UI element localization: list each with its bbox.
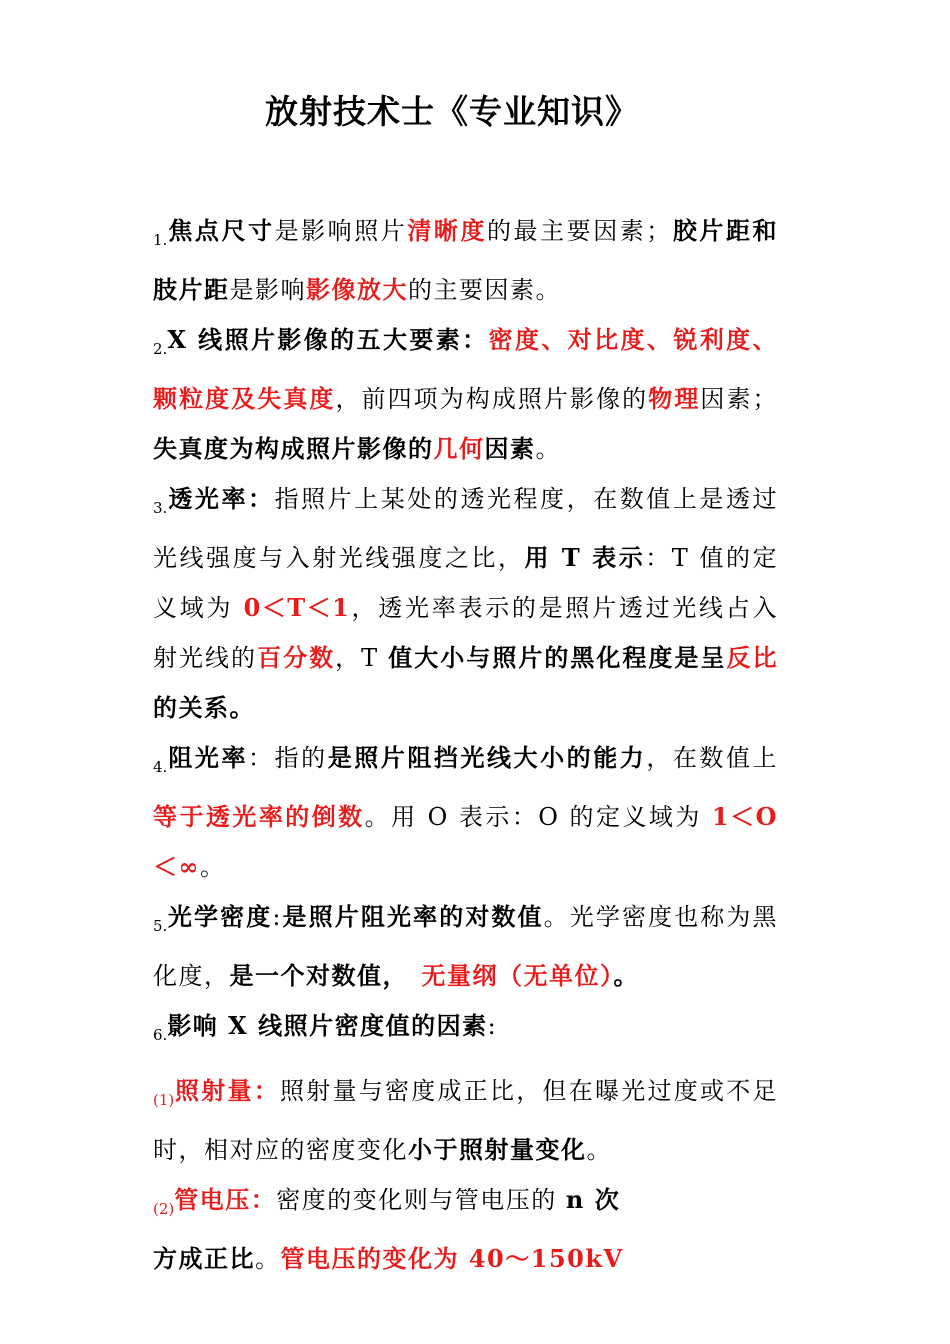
body-text: 是影响照片	[274, 217, 408, 245]
paragraph-5	[153, 892, 778, 1001]
body-text: 的主要因素。	[408, 276, 561, 304]
highlighted-text: 1＜O＜∞	[153, 802, 779, 881]
paragraph-number: 4.	[153, 758, 168, 776]
highlighted-text: 0＜T＜1	[243, 593, 351, 622]
body-text: :	[487, 1012, 498, 1040]
paragraph-number: 3.	[153, 499, 168, 517]
body-text	[396, 962, 422, 990]
body-text: ，T	[335, 644, 389, 672]
body-text: 。	[535, 435, 561, 463]
bold-text: 失真度为构成照片影像的	[153, 434, 434, 463]
highlighted-text: 管电压的变化为 40～150kV	[280, 1244, 624, 1273]
body-text: 。光学密度也称为黑化度，	[153, 903, 779, 990]
document-body	[153, 206, 778, 1284]
bold-text: X 线照片影像的五大要素：	[167, 325, 489, 354]
body-text: 。用 O 表示：O 的定义域为	[364, 803, 712, 831]
body-text: 。	[586, 1136, 612, 1164]
body-text: 指照片上某处的透光程度，在数值上是透过光线强度与入射光线强度之比，	[153, 485, 779, 572]
body-text: 。	[255, 1245, 281, 1273]
bold-text: 影响 X 线照片密度值的因素	[167, 1011, 488, 1040]
bold-text: 透光率：	[167, 484, 275, 513]
highlighted-text: 物理	[648, 384, 701, 413]
paragraph-number: 5.	[153, 917, 168, 935]
highlighted-text: 照射量：	[174, 1076, 280, 1105]
bold-text: 是照片阻挡光线大小的能力	[327, 743, 647, 772]
paragraph-number: (1)	[153, 1091, 175, 1109]
bold-text: 值大小与照片的黑化程度是呈	[388, 643, 727, 672]
body-text: ：指的	[248, 744, 328, 772]
highlighted-text: 密度、对比度、锐利度、颗粒度及失真度	[153, 325, 779, 413]
paragraph-1	[153, 206, 778, 315]
bold-text: 方成正比	[153, 1244, 255, 1273]
bold-text: 小于照射量变化	[408, 1135, 587, 1164]
body-text: 的最主要因素；	[487, 217, 672, 245]
bold-text: 焦点尺寸	[167, 216, 275, 245]
body-text: 。	[200, 853, 226, 881]
paragraph-2	[153, 315, 778, 474]
bold-text: 。	[613, 961, 639, 990]
paragraph-number: 1.	[153, 231, 168, 249]
body-text: :	[272, 903, 282, 931]
body-text: 是影响	[229, 276, 306, 304]
highlighted-text: 影像放大	[306, 275, 408, 304]
body-text: ，前四项为构成照片影像的	[335, 385, 649, 413]
bold-text: 因素	[484, 434, 536, 463]
bold-text: 阻光率	[167, 743, 249, 772]
paragraph-number: (2)	[153, 1200, 175, 1218]
body-text: 照射量与密度成正比，但在曝光过度或不足时，相对应的密度变化	[153, 1077, 778, 1164]
paragraph-7	[153, 1066, 778, 1175]
paragraph-4	[153, 733, 778, 892]
highlighted-text: 百分数	[257, 643, 336, 672]
bold-text: 光学密度	[167, 902, 273, 931]
bold-text: n 次	[565, 1185, 621, 1214]
bold-text: 的关系。	[153, 693, 255, 722]
bold-text: 是一个对数值，	[229, 961, 396, 990]
paragraph-number: 2.	[153, 340, 168, 358]
bold-text: 用 T 表示	[524, 543, 646, 572]
body-text: ，透光率表示的是照片透过光线占入射光线的	[153, 594, 779, 672]
bold-text: 胶片距和肢片距	[153, 216, 779, 304]
paragraph-number: 6.	[153, 1026, 168, 1044]
bold-text: 是照片阻光率的对数值	[281, 902, 544, 931]
highlighted-text: 清晰度	[407, 216, 487, 245]
document-title: 放射技术士《专业知识》	[265, 92, 639, 131]
highlighted-text: 等于透光率的倒数	[153, 802, 365, 831]
body-text: 因素；	[700, 385, 779, 413]
highlighted-text: 管电压：	[174, 1185, 277, 1214]
body-text: ：T 值的定义域为	[153, 544, 779, 622]
highlighted-text: 无量纲（无单位）	[421, 961, 614, 990]
paragraph-6	[153, 1001, 778, 1060]
highlighted-text: 几何	[433, 434, 485, 463]
paragraph-3	[153, 474, 778, 733]
highlighted-text: 反比	[726, 643, 778, 672]
body-text: ，在数值上	[646, 744, 779, 772]
body-text: 密度的变化则与管电压的	[276, 1186, 566, 1214]
paragraph-8	[153, 1175, 778, 1284]
